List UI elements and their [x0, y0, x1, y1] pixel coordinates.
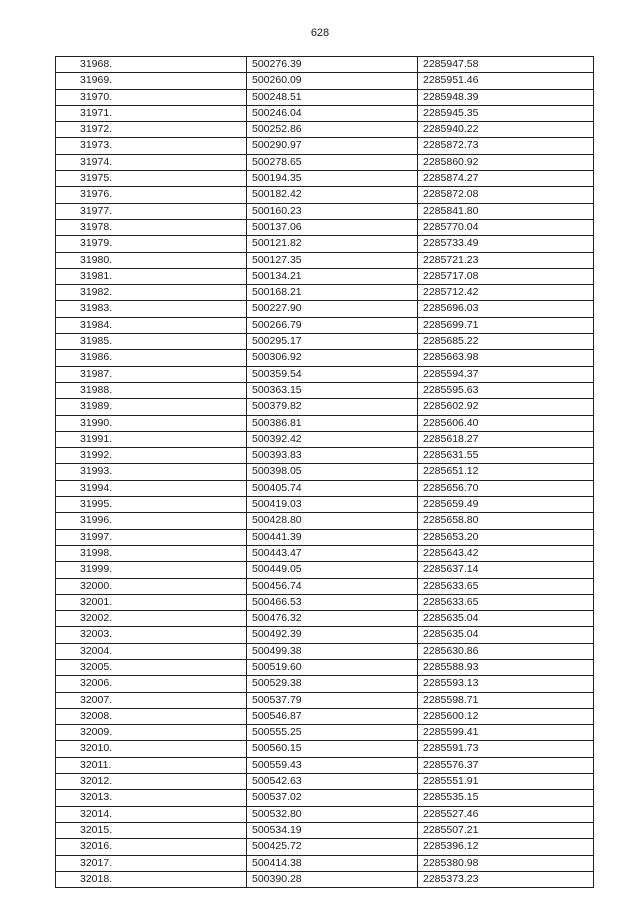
easting-cell: 500137.06 [247, 219, 418, 235]
table-row [56, 285, 594, 301]
northing-cell: 2285712.42 [418, 285, 594, 301]
table-row [56, 138, 594, 154]
northing-cell: 2285630.86 [418, 643, 594, 659]
table-row [56, 219, 594, 235]
northing-cell: 2285600.12 [418, 708, 594, 724]
easting-cell: 500443.47 [247, 545, 418, 561]
page-number: 628 [310, 27, 330, 39]
easting-cell: 500248.51 [247, 89, 418, 105]
northing-cell: 2285635.04 [418, 611, 594, 627]
easting-cell: 500134.21 [247, 268, 418, 284]
point-number-cell: 31985. [56, 334, 247, 350]
northing-cell: 2285699.71 [418, 317, 594, 333]
northing-cell: 2285507.21 [418, 822, 594, 838]
point-number-cell: 32003. [56, 627, 247, 643]
table-row [56, 187, 594, 203]
point-number-cell: 32010. [56, 741, 247, 757]
easting-cell: 500390.28 [247, 871, 418, 887]
table-row [56, 203, 594, 219]
northing-cell: 2285656.70 [418, 480, 594, 496]
northing-cell: 2285872.73 [418, 138, 594, 154]
table-row [56, 252, 594, 268]
table-row [56, 480, 594, 496]
easting-cell: 500363.15 [247, 382, 418, 398]
table-row [56, 448, 594, 464]
point-number-cell: 31977. [56, 203, 247, 219]
easting-cell: 500466.53 [247, 594, 418, 610]
northing-cell: 2285643.42 [418, 545, 594, 561]
northing-cell: 2285945.35 [418, 105, 594, 121]
easting-cell: 500278.65 [247, 154, 418, 170]
point-number-cell: 32005. [56, 659, 247, 675]
point-number-cell: 32008. [56, 708, 247, 724]
easting-cell: 500534.19 [247, 822, 418, 838]
easting-cell: 500532.80 [247, 806, 418, 822]
easting-cell: 500379.82 [247, 399, 418, 415]
point-number-cell: 31987. [56, 366, 247, 382]
point-number-cell: 31970. [56, 89, 247, 105]
table-row [56, 839, 594, 855]
table-row [56, 89, 594, 105]
point-number-cell: 31995. [56, 497, 247, 513]
point-number-cell: 31996. [56, 513, 247, 529]
northing-cell: 2285721.23 [418, 252, 594, 268]
easting-cell: 500160.23 [247, 203, 418, 219]
northing-cell: 2285576.37 [418, 757, 594, 773]
table-row [56, 105, 594, 121]
point-number-cell: 31968. [56, 57, 247, 73]
table-row [56, 774, 594, 790]
point-number-cell: 32006. [56, 676, 247, 692]
point-number-cell: 31981. [56, 268, 247, 284]
northing-cell: 2285594.37 [418, 366, 594, 382]
point-number-cell: 31998. [56, 545, 247, 561]
easting-cell: 500252.86 [247, 122, 418, 138]
easting-cell: 500449.05 [247, 562, 418, 578]
northing-cell: 2285633.65 [418, 578, 594, 594]
table-row [56, 350, 594, 366]
easting-cell: 500246.04 [247, 105, 418, 121]
point-number-cell: 31994. [56, 480, 247, 496]
easting-cell: 500419.03 [247, 497, 418, 513]
easting-cell: 500546.87 [247, 708, 418, 724]
northing-cell: 2285947.58 [418, 57, 594, 73]
point-number-cell: 31990. [56, 415, 247, 431]
point-number-cell: 31971. [56, 105, 247, 121]
table-row [56, 399, 594, 415]
northing-cell: 2285696.03 [418, 301, 594, 317]
table-row [56, 822, 594, 838]
point-number-cell: 31969. [56, 73, 247, 89]
point-number-cell: 31986. [56, 350, 247, 366]
table-row [56, 757, 594, 773]
easting-cell: 500290.97 [247, 138, 418, 154]
table-row [56, 57, 594, 73]
northing-cell: 2285658.80 [418, 513, 594, 529]
easting-cell: 500425.72 [247, 839, 418, 855]
table-row [56, 741, 594, 757]
table-row [56, 431, 594, 447]
point-number-cell: 31991. [56, 431, 247, 447]
northing-cell: 2285396.12 [418, 839, 594, 855]
point-number-cell: 31999. [56, 562, 247, 578]
coordinates-table [55, 56, 594, 888]
easting-cell: 500398.05 [247, 464, 418, 480]
point-number-cell: 32017. [56, 855, 247, 871]
easting-cell: 500392.42 [247, 431, 418, 447]
easting-cell: 500555.25 [247, 725, 418, 741]
northing-cell: 2285598.71 [418, 692, 594, 708]
point-number-cell: 31974. [56, 154, 247, 170]
point-number-cell: 32004. [56, 643, 247, 659]
easting-cell: 500295.17 [247, 334, 418, 350]
easting-cell: 500182.42 [247, 187, 418, 203]
point-number-cell: 32009. [56, 725, 247, 741]
point-number-cell: 32002. [56, 611, 247, 627]
table-row [56, 871, 594, 887]
table-row [56, 122, 594, 138]
point-number-cell: 32014. [56, 806, 247, 822]
easting-cell: 500456.74 [247, 578, 418, 594]
northing-cell: 2285770.04 [418, 219, 594, 235]
northing-cell: 2285872.08 [418, 187, 594, 203]
northing-cell: 2285860.92 [418, 154, 594, 170]
table-row [56, 578, 594, 594]
northing-cell: 2285588.93 [418, 659, 594, 675]
easting-cell: 500529.38 [247, 676, 418, 692]
point-number-cell: 32000. [56, 578, 247, 594]
point-number-cell: 31978. [56, 219, 247, 235]
table-row [56, 382, 594, 398]
northing-cell: 2285637.14 [418, 562, 594, 578]
easting-cell: 500560.15 [247, 741, 418, 757]
easting-cell: 500492.39 [247, 627, 418, 643]
table-row [56, 73, 594, 89]
northing-cell: 2285602.92 [418, 399, 594, 415]
point-number-cell: 31988. [56, 382, 247, 398]
point-number-cell: 32015. [56, 822, 247, 838]
table-row [56, 529, 594, 545]
northing-cell: 2285595.63 [418, 382, 594, 398]
easting-cell: 500194.35 [247, 171, 418, 187]
easting-cell: 500537.02 [247, 790, 418, 806]
easting-cell: 500266.79 [247, 317, 418, 333]
point-number-cell: 31983. [56, 301, 247, 317]
easting-cell: 500393.83 [247, 448, 418, 464]
point-number-cell: 32016. [56, 839, 247, 855]
northing-cell: 2285373.23 [418, 871, 594, 887]
table-row [56, 171, 594, 187]
easting-cell: 500260.09 [247, 73, 418, 89]
northing-cell: 2285948.39 [418, 89, 594, 105]
northing-cell: 2285380.98 [418, 855, 594, 871]
northing-cell: 2285593.13 [418, 676, 594, 692]
table-row [56, 562, 594, 578]
table-row [56, 643, 594, 659]
table-row [56, 268, 594, 284]
easting-cell: 500306.92 [247, 350, 418, 366]
point-number-cell: 31982. [56, 285, 247, 301]
northing-cell: 2285874.27 [418, 171, 594, 187]
table-row [56, 627, 594, 643]
point-number-cell: 32001. [56, 594, 247, 610]
point-number-cell: 31997. [56, 529, 247, 545]
easting-cell: 500559.43 [247, 757, 418, 773]
easting-cell: 500168.21 [247, 285, 418, 301]
point-number-cell: 32011. [56, 757, 247, 773]
northing-cell: 2285591.73 [418, 741, 594, 757]
table-row [56, 725, 594, 741]
easting-cell: 500499.38 [247, 643, 418, 659]
easting-cell: 500414.38 [247, 855, 418, 871]
table-row [56, 513, 594, 529]
northing-cell: 2285631.55 [418, 448, 594, 464]
point-number-cell: 31992. [56, 448, 247, 464]
easting-cell: 500121.82 [247, 236, 418, 252]
easting-cell: 500227.90 [247, 301, 418, 317]
table-row [56, 594, 594, 610]
table-row [56, 317, 594, 333]
northing-cell: 2285841.80 [418, 203, 594, 219]
northing-cell: 2285685.22 [418, 334, 594, 350]
table-row [56, 334, 594, 350]
northing-cell: 2285599.41 [418, 725, 594, 741]
northing-cell: 2285951.46 [418, 73, 594, 89]
easting-cell: 500537.79 [247, 692, 418, 708]
easting-cell: 500276.39 [247, 57, 418, 73]
table-row [56, 415, 594, 431]
point-number-cell: 31976. [56, 187, 247, 203]
table-row [56, 611, 594, 627]
point-number-cell: 31975. [56, 171, 247, 187]
northing-cell: 2285940.22 [418, 122, 594, 138]
easting-cell: 500542.63 [247, 774, 418, 790]
table-row [56, 497, 594, 513]
northing-cell: 2285663.98 [418, 350, 594, 366]
table-row [56, 236, 594, 252]
table-row [56, 659, 594, 675]
point-number-cell: 32007. [56, 692, 247, 708]
table-row [56, 154, 594, 170]
easting-cell: 500386.81 [247, 415, 418, 431]
easting-cell: 500519.60 [247, 659, 418, 675]
point-number-cell: 31972. [56, 122, 247, 138]
point-number-cell: 32013. [56, 790, 247, 806]
point-number-cell: 31980. [56, 252, 247, 268]
northing-cell: 2285618.27 [418, 431, 594, 447]
northing-cell: 2285535.15 [418, 790, 594, 806]
northing-cell: 2285651.12 [418, 464, 594, 480]
table-row [56, 708, 594, 724]
point-number-cell: 31979. [56, 236, 247, 252]
northing-cell: 2285551.91 [418, 774, 594, 790]
northing-cell: 2285717.08 [418, 268, 594, 284]
point-number-cell: 31993. [56, 464, 247, 480]
easting-cell: 500127.35 [247, 252, 418, 268]
point-number-cell: 31973. [56, 138, 247, 154]
coordinates-table-body [56, 57, 594, 888]
table-row [56, 545, 594, 561]
northing-cell: 2285606.40 [418, 415, 594, 431]
northing-cell: 2285633.65 [418, 594, 594, 610]
table-row [56, 806, 594, 822]
easting-cell: 500441.39 [247, 529, 418, 545]
table-row [56, 855, 594, 871]
table-row [56, 676, 594, 692]
northing-cell: 2285659.49 [418, 497, 594, 513]
northing-cell: 2285635.04 [418, 627, 594, 643]
northing-cell: 2285733.49 [418, 236, 594, 252]
table-row [56, 366, 594, 382]
easting-cell: 500476.32 [247, 611, 418, 627]
table-row [56, 790, 594, 806]
point-number-cell: 32012. [56, 774, 247, 790]
point-number-cell: 31989. [56, 399, 247, 415]
table-row [56, 301, 594, 317]
northing-cell: 2285653.20 [418, 529, 594, 545]
point-number-cell: 32018. [56, 871, 247, 887]
easting-cell: 500428.80 [247, 513, 418, 529]
point-number-cell: 31984. [56, 317, 247, 333]
table-row [56, 692, 594, 708]
easting-cell: 500359.54 [247, 366, 418, 382]
northing-cell: 2285527.46 [418, 806, 594, 822]
easting-cell: 500405.74 [247, 480, 418, 496]
table-row [56, 464, 594, 480]
